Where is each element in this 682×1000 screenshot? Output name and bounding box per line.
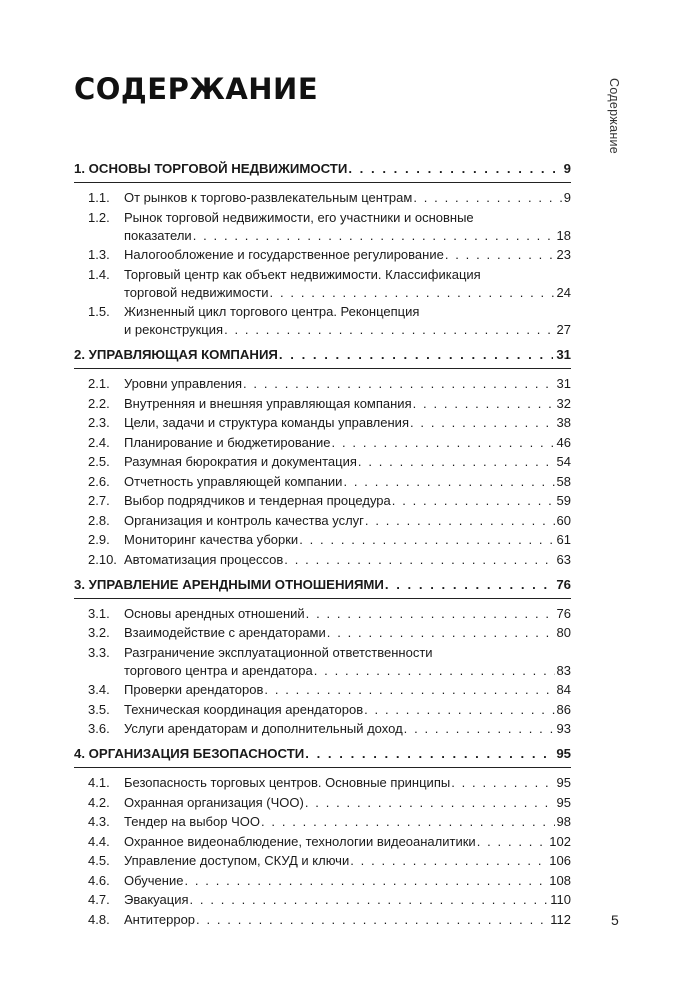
dot-leader <box>264 681 554 699</box>
entry-page-number: 83 <box>556 662 571 678</box>
entry-title: Внутренняя и внешняя управляющая компания <box>124 395 412 411</box>
toc-entry[interactable] <box>74 209 571 245</box>
entry-title-line: Торговый центр как объект недвижимости. Классификация <box>124 266 481 282</box>
entry-number: 3.4. <box>88 682 110 697</box>
section-page-number: 95 <box>556 746 571 761</box>
toc-entry[interactable] <box>74 774 571 792</box>
entry-number: 3.2. <box>88 625 110 640</box>
toc-entry[interactable] <box>74 624 571 642</box>
dot-leader <box>190 891 549 909</box>
section-title: 1. ОСНОВЫ ТОРГОВОЙ НЕДВИЖИМОСТИ <box>74 161 348 176</box>
toc-entry[interactable] <box>74 434 571 452</box>
dot-leader <box>314 662 555 680</box>
toc-section-heading[interactable] <box>74 745 571 768</box>
entry-number: 2.9. <box>88 532 110 547</box>
entry-page-number: 63 <box>556 551 571 567</box>
entry-number: 2.1. <box>88 376 110 391</box>
dot-leader <box>306 605 555 623</box>
toc-entry[interactable] <box>74 701 571 719</box>
entry-number: 3.6. <box>88 721 110 736</box>
entry-number: 2.2. <box>88 395 110 411</box>
entry-title: Взаимодействие с арендаторами <box>124 625 326 640</box>
dot-leader <box>224 321 554 339</box>
entry-page-number: 60 <box>556 512 571 528</box>
entry-number: 1.1. <box>88 190 110 205</box>
entry-page-number: 108 <box>549 872 571 888</box>
entry-title: Проверки арендаторов <box>124 682 264 697</box>
entry-page-number: 95 <box>556 775 571 790</box>
dot-leader <box>413 189 561 207</box>
dot-leader <box>193 227 555 245</box>
dot-leader <box>305 794 555 812</box>
entry-title-line: Разграничение эксплуатационной ответственности <box>124 644 433 660</box>
entry-title: От рынков к торгово-развлекательным центрам <box>124 190 413 205</box>
toc-section <box>74 576 571 739</box>
toc-entry[interactable] <box>74 395 571 413</box>
dot-leader <box>279 346 553 364</box>
page-title: СОДЕРЖАНИЕ <box>74 72 319 106</box>
entry-page-number: 95 <box>556 794 571 810</box>
entry-number: 1.4. <box>88 266 110 282</box>
entry-number: 4.3. <box>88 814 110 829</box>
entry-number: 1.3. <box>88 247 110 262</box>
entry-title: Организация и контроль качества услуг <box>124 512 364 528</box>
entry-page-number: 106 <box>549 853 571 868</box>
table-of-contents <box>74 160 571 936</box>
entry-title: Выбор подрядчиков и тендерная процедура <box>124 493 391 508</box>
entry-number: 4.5. <box>88 853 110 868</box>
dot-leader <box>413 395 555 413</box>
dot-leader <box>445 246 555 264</box>
toc-entry[interactable] <box>74 794 571 812</box>
toc-entry[interactable] <box>74 911 571 929</box>
toc-section-heading[interactable] <box>74 576 571 599</box>
entry-title: Отчетность управляющей компании <box>124 473 343 489</box>
entry-page-number: 23 <box>556 247 571 262</box>
dot-leader <box>196 911 548 929</box>
toc-entry[interactable] <box>74 453 571 471</box>
entry-page-number: 58 <box>556 473 571 489</box>
page-number: 5 <box>611 912 619 928</box>
toc-entry[interactable] <box>74 644 571 680</box>
toc-entry[interactable] <box>74 891 571 909</box>
toc-entry[interactable] <box>74 189 571 207</box>
entry-page-number: 46 <box>556 434 571 450</box>
entry-page-number: 32 <box>556 395 571 411</box>
toc-section <box>74 346 571 569</box>
toc-section <box>74 745 571 929</box>
toc-entry[interactable] <box>74 414 571 432</box>
entry-page-number: 110 <box>550 892 571 907</box>
section-title: 2. УПРАВЛЯЮЩАЯ КОМПАНИЯ <box>74 347 278 362</box>
toc-entry[interactable] <box>74 375 571 393</box>
entry-title: Цели, задачи и структура команды управления <box>124 415 409 430</box>
entry-title: Планирование и бюджетирование <box>124 434 331 450</box>
toc-entry[interactable] <box>74 246 571 264</box>
entry-number: 3.3. <box>88 644 110 660</box>
dot-leader <box>327 624 555 642</box>
running-head: Содержание <box>607 78 621 155</box>
entry-title: Автоматизация процессов <box>124 551 284 567</box>
entry-title: Охранная организация (ЧОО) <box>124 794 304 810</box>
toc-section-heading[interactable] <box>74 160 571 183</box>
entry-title: показатели <box>124 227 192 243</box>
entry-title: Эвакуация <box>124 892 189 907</box>
toc-entry[interactable] <box>74 813 571 831</box>
entry-page-number: 102 <box>549 833 571 849</box>
entry-title: Услуги арендаторам и дополнительный доход <box>124 721 403 736</box>
entry-number: 3.1. <box>88 605 110 621</box>
toc-entry[interactable] <box>74 681 571 699</box>
entry-number: 1.5. <box>88 304 110 319</box>
entry-title: и реконструкция <box>124 322 224 337</box>
entry-number: 2.6. <box>88 473 110 489</box>
dot-leader <box>477 833 548 851</box>
dot-leader <box>261 813 555 831</box>
entry-page-number: 27 <box>556 322 571 337</box>
entry-page-number: 98 <box>556 814 571 829</box>
toc-entry[interactable] <box>74 266 571 302</box>
toc-entry[interactable] <box>74 720 571 738</box>
toc-entry[interactable] <box>74 473 571 491</box>
entry-title: Антитеррор <box>124 911 196 927</box>
dot-leader <box>270 284 555 302</box>
entry-title: торгового центра и арендатора <box>124 662 313 678</box>
dot-leader <box>299 531 554 549</box>
dot-leader <box>350 852 547 870</box>
section-title: 3. УПРАВЛЕНИЕ АРЕНДНЫМИ ОТНОШЕНИЯМИ <box>74 576 384 592</box>
entry-number: 2.7. <box>88 493 110 508</box>
entry-number: 4.2. <box>88 794 110 810</box>
toc-entry[interactable] <box>74 833 571 851</box>
toc-entry[interactable] <box>74 605 571 623</box>
entry-page-number: 80 <box>556 625 571 640</box>
dot-leader <box>410 414 555 432</box>
toc-entry[interactable] <box>74 512 571 530</box>
entry-title: Тендер на выбор ЧОО <box>124 814 260 829</box>
dot-leader <box>404 720 555 738</box>
toc-entry[interactable] <box>74 872 571 890</box>
dot-leader <box>392 492 555 510</box>
dot-leader <box>358 453 555 471</box>
dot-leader <box>348 160 560 178</box>
section-title: 4. ОРГАНИЗАЦИЯ БЕЗОПАСНОСТИ <box>74 746 305 761</box>
entry-title: Разумная бюрократия и документация <box>124 454 357 469</box>
toc-entry[interactable] <box>74 531 571 549</box>
entry-number: 4.1. <box>88 775 110 790</box>
entry-number: 2.4. <box>88 434 110 450</box>
entry-title-line: Рынок торговой недвижимости, его участники и основные <box>124 209 474 225</box>
dot-leader <box>284 551 554 569</box>
dot-leader <box>385 576 553 594</box>
entry-title: Налогообложение и государственное регулирование <box>124 247 444 262</box>
entry-number: 4.7. <box>88 892 110 907</box>
entry-number: 2.3. <box>88 415 110 430</box>
dot-leader <box>451 774 554 792</box>
section-page-number: 9 <box>563 161 571 176</box>
toc-entry[interactable] <box>74 551 571 569</box>
dot-leader <box>305 745 553 763</box>
toc-section-heading[interactable] <box>74 346 571 369</box>
dot-leader <box>364 701 554 719</box>
toc-entry[interactable] <box>74 852 571 870</box>
entry-title: Техническая координация арендаторов <box>124 701 364 717</box>
entry-title: Безопасность торговых центров. Основные принципы <box>124 775 451 790</box>
entry-number: 4.8. <box>88 911 110 927</box>
entry-page-number: 93 <box>556 721 571 736</box>
dot-leader <box>243 375 555 393</box>
entry-title: торговой недвижимости <box>124 284 269 300</box>
entry-number: 1.2. <box>88 209 110 225</box>
entry-page-number: 61 <box>556 532 571 547</box>
entry-page-number: 54 <box>556 454 571 469</box>
dot-leader <box>343 473 554 491</box>
toc-entry[interactable] <box>74 492 571 510</box>
entry-page-number: 59 <box>556 493 571 508</box>
entry-title: Уровни управления <box>124 376 242 391</box>
entry-number: 4.6. <box>88 872 110 888</box>
dot-leader <box>365 512 555 530</box>
entry-number: 2.10. <box>88 551 117 567</box>
entry-title-line: Жизненный цикл торгового центра. Реконцепция <box>124 304 420 319</box>
entry-title: Обучение <box>124 872 184 888</box>
entry-page-number: 24 <box>556 284 571 300</box>
entry-number: 4.4. <box>88 833 110 849</box>
dot-leader <box>332 434 555 452</box>
entry-title: Основы арендных отношений <box>124 605 305 621</box>
entry-page-number: 112 <box>550 911 571 927</box>
entry-page-number: 18 <box>556 227 571 243</box>
entry-page-number: 38 <box>556 415 571 430</box>
entry-title: Охранное видеонаблюдение, технологии видеоаналитики <box>124 833 476 849</box>
toc-entry[interactable] <box>74 303 571 339</box>
entry-title: Мониторинг качества уборки <box>124 532 299 547</box>
entry-page-number: 84 <box>556 682 571 697</box>
dot-leader <box>184 872 547 890</box>
toc-section <box>74 160 571 339</box>
entry-number: 3.5. <box>88 701 110 717</box>
entry-title: Управление доступом, СКУД и ключи <box>124 853 350 868</box>
entry-number: 2.5. <box>88 454 110 469</box>
entry-page-number: 31 <box>556 376 571 391</box>
entry-page-number: 9 <box>563 190 571 205</box>
entry-number: 2.8. <box>88 512 110 528</box>
section-page-number: 31 <box>556 347 571 362</box>
entry-page-number: 76 <box>556 605 571 621</box>
section-page-number: 76 <box>556 576 571 592</box>
entry-page-number: 86 <box>556 701 571 717</box>
